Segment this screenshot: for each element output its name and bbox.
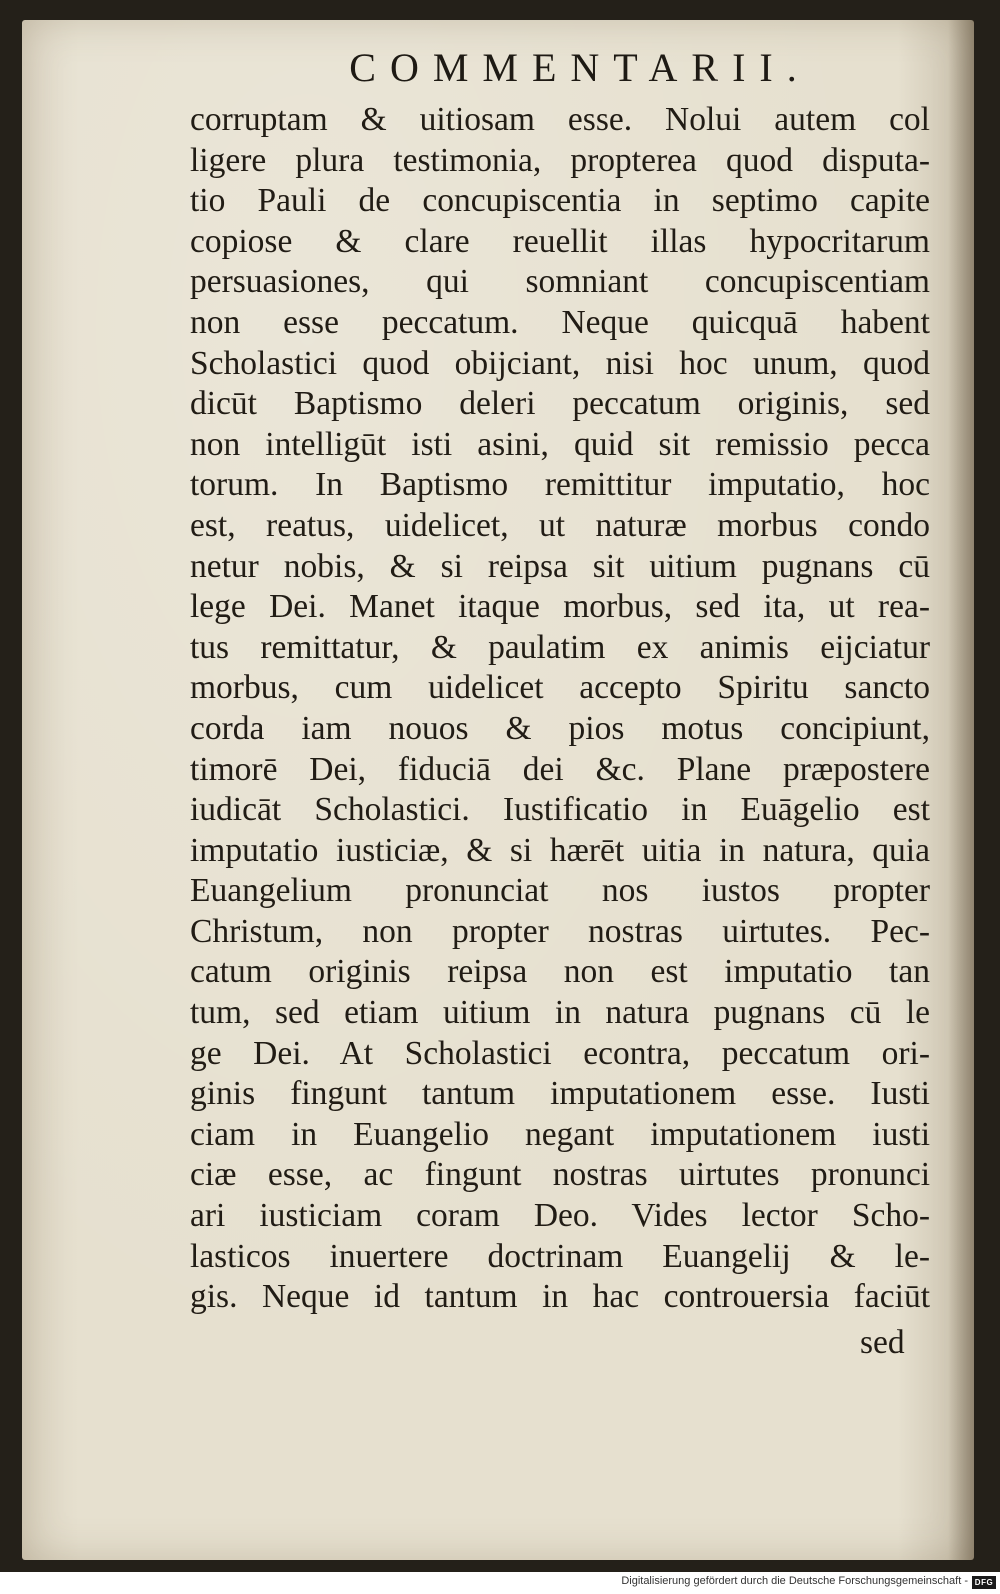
- text-line: ginis fingunt tantum imputationem esse. Iusti: [190, 1075, 930, 1113]
- text-line: ciam in Euangelio negant imputationem iusti: [190, 1115, 930, 1153]
- text-line: tus remittatur, & paulatim ex animis eijciatur: [190, 628, 930, 666]
- text-line: torum. In Baptismo remittitur imputatio, hoc: [190, 466, 930, 504]
- text-line: imputatio iusticiæ, & si hærēt uitia in natura, quia: [190, 831, 930, 869]
- footer-bar: [0, 1572, 1000, 1594]
- text-line: copiose & clare reuellit illas hypocritarum: [190, 222, 930, 260]
- text-line: ciæ esse, ac fingunt nostras uirtutes pronunci: [190, 1156, 930, 1194]
- text-line: dicūt Baptismo deleri peccatum originis, sed: [190, 385, 930, 423]
- text-line: ari iusticiam coram Deo. Vides lector Scho-: [190, 1197, 930, 1235]
- running-head: COMMENTARII.: [349, 45, 811, 90]
- text-line: Christum, non propter nostras uirtutes. Pec-: [190, 912, 930, 950]
- catchword: sed: [860, 1324, 905, 1361]
- text-line: ge Dei. At Scholastici econtra, peccatum ori-: [190, 1034, 930, 1072]
- text-line: non esse peccatum. Neque quicquā habent: [190, 303, 930, 341]
- text-line: gis. Neque id tantum in hac controuersia faciūt: [190, 1278, 930, 1316]
- funding-note: Digitalisierung gefördert durch die Deutsche Forschungsgemeinschaft -: [621, 1575, 968, 1587]
- text-line: lege Dei. Manet itaque morbus, sed ita, ut rea-: [190, 588, 930, 626]
- text-line: Scholastici quod obijciant, nisi hoc unum, quod: [190, 344, 930, 382]
- text-line: corruptam & uitiosam esse. Nolui autem col: [190, 101, 930, 138]
- text-line: lasticos inuertere doctrinam Euangelij & le-: [190, 1237, 930, 1275]
- text-line: est, reatus, uidelicet, ut naturæ morbus condo: [190, 506, 930, 544]
- page-gutter-shadow: [948, 20, 974, 1560]
- text-line: netur nobis, & si reipsa sit uitium pugnans cū: [190, 547, 930, 585]
- text-line: Euangelium pronunciat nos iustos propter: [190, 872, 930, 910]
- text-line: morbus, cum uidelicet accepto Spiritu sancto: [190, 669, 930, 707]
- text-line: iudicāt Scholastici. Iustificatio in Euāgelio est: [190, 791, 930, 829]
- text-line: tio Pauli de concupiscentia in septimo capite: [190, 182, 930, 220]
- text-line: ligere plura testimonia, propterea quod disputa-: [190, 141, 930, 179]
- dfg-logo: DFG: [972, 1576, 996, 1589]
- body-text: [190, 100, 930, 1318]
- text-line: persuasiones, qui somniant concupiscentiam: [190, 263, 930, 301]
- text-line: timorē Dei, fiduciā dei &c. Plane præpostere: [190, 750, 930, 788]
- text-line: tum, sed etiam uitium in natura pugnans cū le: [190, 994, 930, 1032]
- text-line: catum originis reipsa non est imputatio tan: [190, 953, 930, 991]
- text-line: corda iam nouos & pios motus concipiunt,: [190, 709, 930, 747]
- text-line: non intelligūt isti asini, quid sit remissio pecca: [190, 425, 930, 463]
